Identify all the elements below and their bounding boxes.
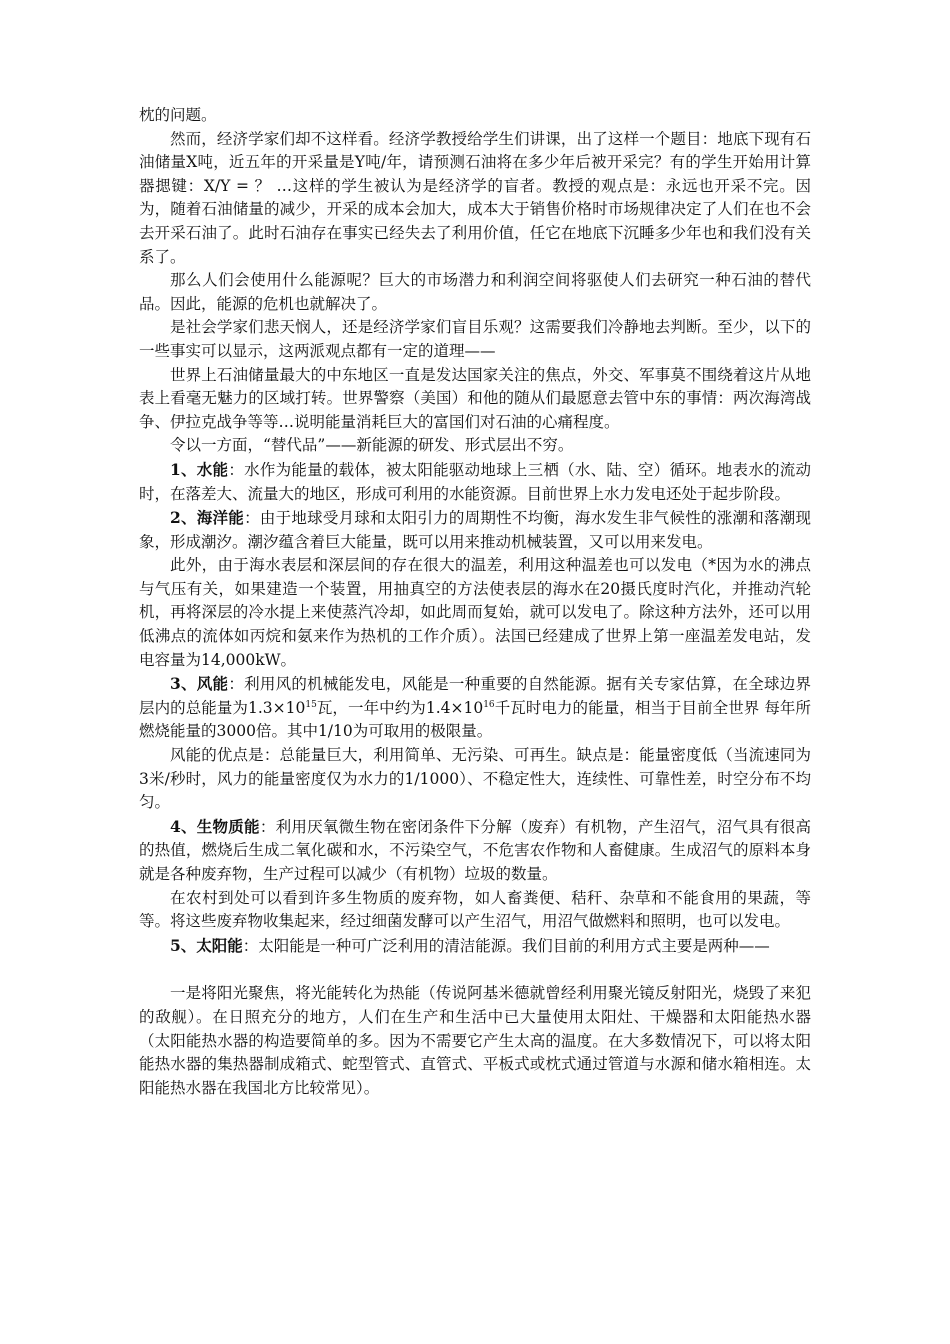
section-text-water: ：水作为能量的载体，被太阳能驱动地球上三栖（水、陆、空）循环。地表水的流动时，在落差大、流量大的地区，形成可利用的水能资源。目前世界上水力发电还处于起步阶段。 [139,460,811,503]
section-heading-wind: 3、风能 [170,674,229,694]
paragraph-debate: 是社会学家们悲天悯人，还是经济学家们盲目乐观？这需要我们冷静地去判断。至少，以下的一些事实可以显示，这两派观点都有一定的道理—— [139,318,811,360]
section-text-ocean: ：由于地球受月球和太阳引力的周期性不均衡，海水发生非气候性的涨潮和落潮现象，形成潮汐。潮汐蕴含着巨大能量，既可以用来推动机械装置，又可以用来发电。 [139,509,811,551]
section-water-energy [139,458,811,506]
paragraph-economists: 然而，经济学家们却不这样看。经济学教授给学生们讲课，出了这样一个题目：地底下现有石油储量X吨，近五年的开采量是Y吨/年，请预测石油将在多少年后被开采完？有的学生开始用计算器揌键：X/Y = ？ …这样的学生被认为是经济学的盲者。教授的观点是：永远也开采不完。因为，随着石油储量的减少，开采的成本会加大，成本大于销售价格时市场规律决定了人们在也不会去开采石油了。此时石油存在事实已经失去了利用价值，任它在地底下沉睡多少年也和我们没有关系了。 [139,129,811,266]
section-text-wind-a: ：利用风的机械能发电，风能是一种重要的自然能源。据有关专家估算，在全球边界层内的总能量为1.3×10 [139,675,811,717]
section-text-wind-b: 瓦，一年中约为1.4×10 [316,698,484,717]
paragraph-wind-pros-cons: 风能的优点是：总能量巨大，利用简单、无污染、可再生。缺点是：能量密度低（当流速同为3米/秒时，风力的能量密度仅为水力的1/1000）、不稳定性大，连续性、可靠性差，时空分布不均匀。 [139,746,811,812]
section-text-biomass: ：利用厌氧微生物在密闭条件下分解（废弃）有机物，产生沼气，沼气具有很高的热值，燃烧后生成二氧化碳和水，不污染空气，不危害农作物和人畜健康。生成沼气的原料本身就是各种废弃物，生产过程可以减少（有机物）垃圾的数量。 [139,817,811,883]
paragraph-new-energy: 令以一方面，“替代品”——新能源的研发、形式层出不穷。 [170,436,574,455]
paragraph-solar-thermal: 一是将阳光聚焦，将光能转化为热能（传说阿基米德就曾经利用聚光镜反射阳光，烧毁了来犯的敌舰）。在日照充分的地方，人们在生产和生活中已大量使用太阳灶、干燥器和太阳能热水器（太阳能热水器的构造要简单的多。因为不需要它产生太高的温度。在大多数情况下，可以将太阳能热水器的集热器制成箱式、蛇型管式、直管式、平板式或枕式通过管道与水源和储水箱相连。太阳能热水器在我国北方比较常见）。 [139,984,811,1097]
paragraph-substitutes: 那么人们会使用什么能源呢？巨大的市场潜力和利润空间将驱使人们去研究一种石油的替代品。因此，能源的危机也就解决了。 [139,271,811,313]
exponent-15: 15 [305,699,317,710]
paragraph-middle-east: 世界上石油储量最大的中东地区一直是发达国家关注的焦点，外交、军事莫不围绕着这片从地表上看毫无魅力的区域打转。世界警察（美国）和他的随从们最愿意去管中东的事情：两次海湾战争、伊拉克战争等等…说明能量消耗巨大的富国们对石油的心痛程度。 [139,365,811,431]
exponent-16: 16 [483,699,495,710]
section-text-solar: ：太阳能是一种可广泛利用的清洁能源。我们目前的利用方式主要是两种—— [242,936,770,955]
section-ocean-energy [139,506,811,554]
document-body [139,104,811,1100]
section-wind-energy [139,672,811,744]
section-biomass-energy [139,815,811,887]
paragraph-continuation: 枕的问题。 [139,106,217,124]
section-solar-energy [139,934,811,959]
paragraph-biomass-rural: 在农村到处可以看到许多生物质的废弃物，如人畜粪便、秸秆、杂草和不能食用的果蔬，等等。将这些废弃物收集起来，经过细菌发酵可以产生沼气，用沼气做燃料和照明，也可以发电。 [139,888,811,931]
section-heading-biomass: 4、生物质能 [170,816,260,836]
section-heading-ocean: 2、海洋能 [170,508,245,528]
section-heading-solar: 5、太阳能 [170,935,243,955]
section-heading-water: 1、水能 [170,459,229,479]
paragraph-ocean-thermal: 此外，由于海水表层和深层间的存在很大的温差，利用这种温差也可以发电（*因为水的沸点与气压有关，如果建造一个装置，用抽真空的方法使表层的海水在20摄氏度时汽化，并推动汽轮机，再将深层的冷水提上来使蒸汽冷却，如此周而复始，就可以发电了。除这种方法外，还可以用低沸点的流体如丙烷和氨来作为热机的工作介质）。法国已经建成了世界上第一座温差发电站，发电容量为14,000kW。 [139,556,811,669]
section-text-wind-c: 千瓦时电力的能量，相当于目前全世界 每年所燃烧能量的3000倍。其中1/10为可取用的极限量。 [139,698,811,741]
